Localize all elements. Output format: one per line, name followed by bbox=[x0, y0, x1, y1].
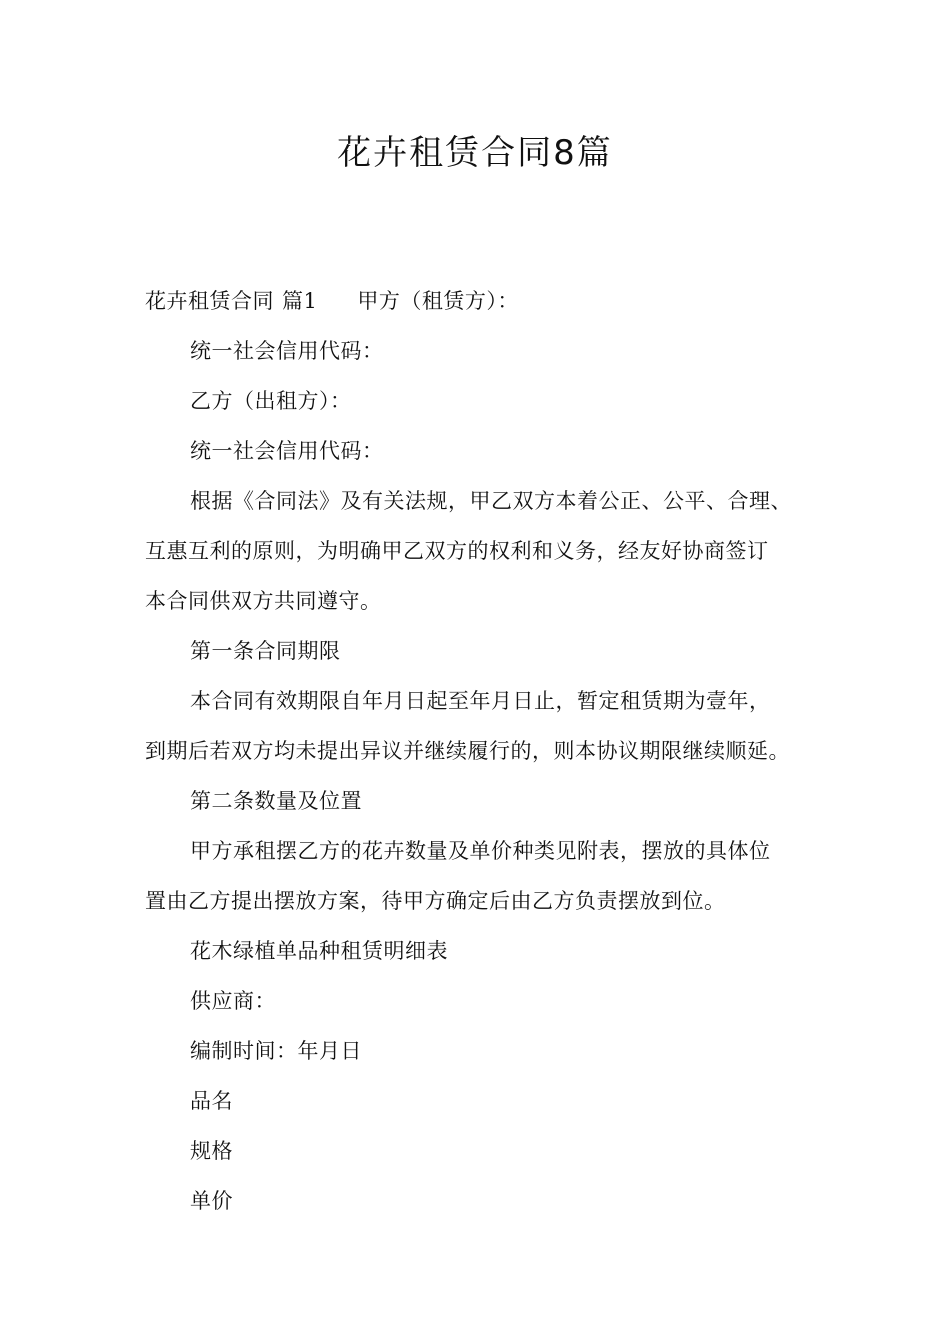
item-name-label: 品名 bbox=[190, 1089, 233, 1113]
contract-heading-line bbox=[145, 286, 519, 316]
article-1-line-1: 本合同有效期限自年月日起至年月日止，暂定租赁期为壹年， bbox=[190, 689, 771, 713]
article-1-heading: 第一条合同期限 bbox=[190, 639, 341, 663]
article-1-line-2: 到期后若双方均未提出异议并继续履行的，则本协议期限继续顺延。 bbox=[145, 739, 790, 763]
party-b-label: 乙方（出租方）： bbox=[190, 389, 352, 413]
unit-price-label: 单价 bbox=[190, 1189, 233, 1213]
preamble-line-1: 根据《合同法》及有关法规，甲乙双方本着公正、公平、合理、 bbox=[190, 489, 792, 513]
contract-name: 花卉租赁合同 bbox=[145, 289, 274, 313]
preamble-line-3: 本合同供双方共同遵守。 bbox=[145, 589, 382, 613]
article-2-heading: 第二条数量及位置 bbox=[190, 789, 362, 813]
supplier-label: 供应商： bbox=[190, 989, 276, 1013]
party-a-label: 甲方（租赁方）： bbox=[357, 289, 519, 313]
article-2-line-1: 甲方承租摆乙方的花卉数量及单价种类见附表，摆放的具体位 bbox=[190, 839, 771, 863]
compile-date-label: 编制时间：年月日 bbox=[190, 1039, 362, 1063]
party-a-credit-code: 统一社会信用代码： bbox=[190, 339, 384, 363]
article-2-line-2: 置由乙方提出摆放方案，待甲方确定后由乙方负责摆放到位。 bbox=[145, 889, 726, 913]
document-title: 花卉租赁合同8篇 bbox=[337, 133, 613, 173]
preamble-line-2: 互惠互利的原则，为明确甲乙双方的权利和义务，经友好协商签订 bbox=[145, 539, 769, 563]
party-b-credit-code: 统一社会信用代码： bbox=[190, 439, 384, 463]
specification-label: 规格 bbox=[190, 1139, 233, 1163]
contract-number: 篇1 bbox=[282, 289, 318, 313]
schedule-title: 花木绿植单品种租赁明细表 bbox=[190, 939, 448, 963]
